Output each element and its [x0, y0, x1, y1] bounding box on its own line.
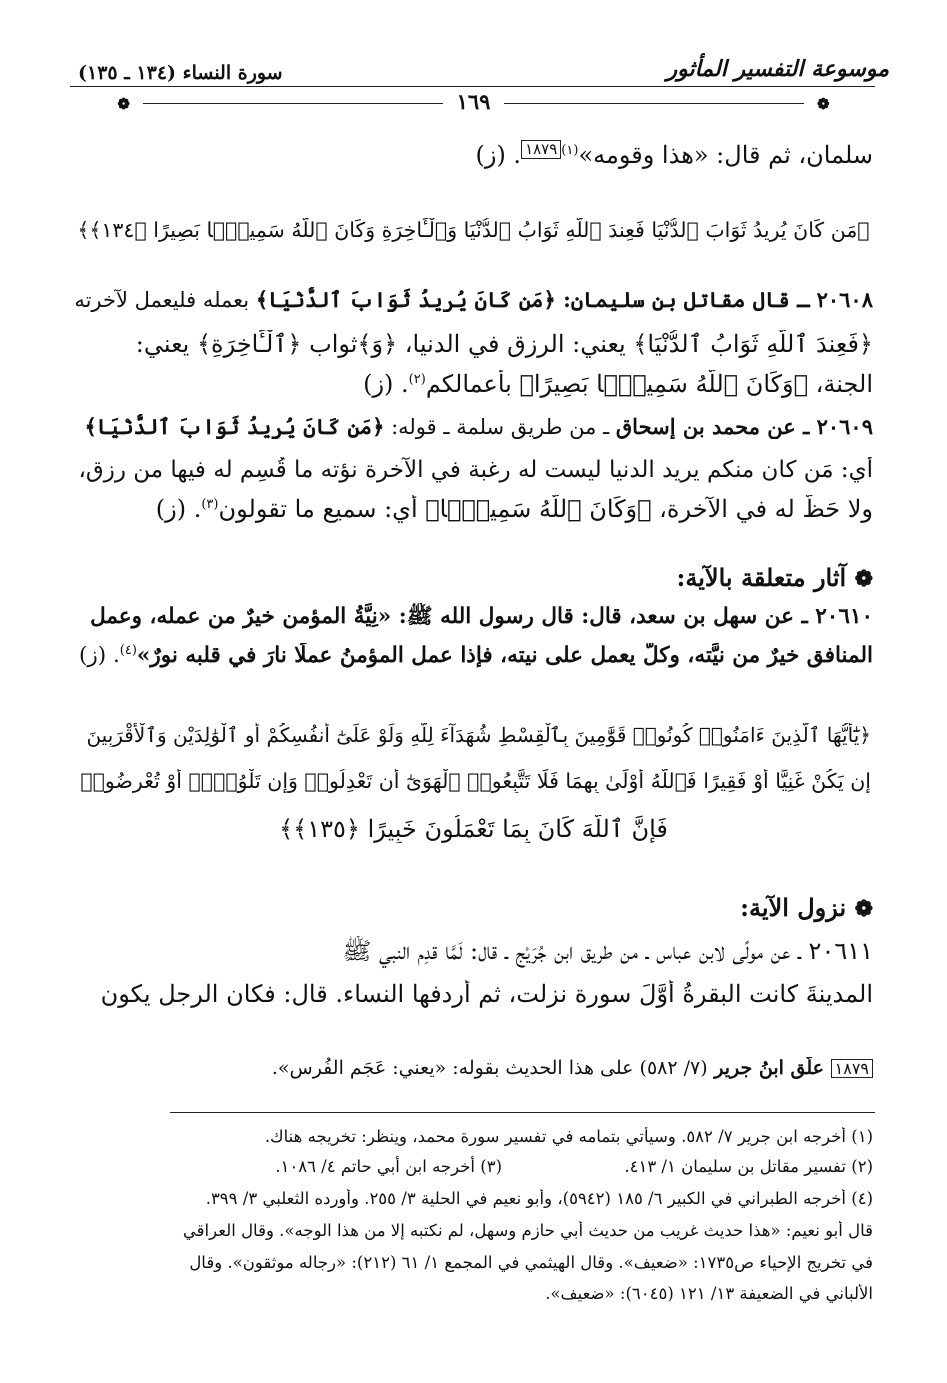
- footnote-ref: (١): [561, 143, 579, 158]
- editor-note: [74, 1057, 873, 1079]
- footnote-3: (٣) أخرجه ابن أبي حاتم ٤/ ١٠٨٦.: [275, 1157, 502, 1176]
- section-heading-athar: [677, 563, 873, 592]
- narration-text: الجنة، ﴿وَكَانَ ٱللَّهُ سَمِيعًۢا بَصِيرًا﴾ بأعمالكم: [425, 370, 873, 398]
- narration-text: بعمله فليعمل لآخرته: [74, 288, 256, 312]
- narration-20608-line1: [74, 287, 873, 312]
- narration-20610-line2: [74, 643, 873, 668]
- editor-ref-box: ١٨٧٩: [831, 1059, 873, 1078]
- header-rule-right: [504, 103, 804, 104]
- heading-text: نزول الآية:: [740, 893, 847, 922]
- narration-number: ٢٠٦١٠ ـ عن سهل بن سعد، قال: قال رسول الله ﷺ:: [391, 604, 873, 629]
- narration-tail: . (ز): [155, 495, 202, 523]
- flower-icon: ❁: [854, 896, 873, 922]
- footnote-4: (٤) أخرجه الطبراني في الكبير ٦/ ١٨٥ (٥٩٤٢)، وأبو نعيم في الحلية ٣/ ٢٥٥. وأورده الثعلبي ٣/ ٣٩٩.: [205, 1189, 873, 1208]
- narration-20608-line2: ﴿فَعِندَ ٱللَّهِ ثَوَابُ ٱلدُّنْيَا﴾ يعني: الرزق في الدنيا، ﴿وَ﴾ثواب ﴿ٱلْـَٔاخِرَةِ﴾ يعني:: [135, 330, 873, 358]
- footnote-2: (٢) تفسير مقاتل بن سليمان ١/ ٤١٣.: [624, 1157, 873, 1176]
- flower-icon: ❁: [854, 566, 873, 592]
- narration-tail: . (ز): [363, 370, 409, 398]
- narration-number: ٢٠٦٠٩ ـ عن محمد بن إسحاق: [615, 414, 873, 439]
- footnote-ref: (٣): [201, 497, 219, 512]
- footnote-separator: [170, 1112, 875, 1113]
- quran-verse-135-line2: إِن يَكُنْ غَنِيًّا أَوْ فَقِيرًا فَٱللَّهُ أَوْلَىٰ بِهِمَا فَلَا تَتَّبِعُوا۟ ٱلْهَوَىٰٓ أَن تَعْدِلُوا۟ وَإِن تَلْوُۥٓا۟ أَوْ تُعْرِضُوا۟: [80, 769, 871, 793]
- ornament-icon: ❁: [817, 95, 830, 113]
- verse-quote: ﴿مَن كَانَ يُرِيدُ ثَوَابَ ٱلدُّنْيَا﴾: [84, 414, 385, 439]
- narration-20611-line2: المدينةَ كانت البقرةُ أوَّلَ سورة نزلت، ثم أردفها النساء. قال: فكان الرجل يكون: [100, 980, 873, 1008]
- page-number-row: [0, 89, 947, 114]
- footnote-4-line2: قال أبو نعيم: «هذا حديث غريب من حديث أبي حازم وسهل، لم نكتبه إلا من هذا الوجه». وقال العراقي: [182, 1221, 873, 1240]
- footnote-4-line3: في تخريج الإحياء ص١٧٣٥: «ضعيف». وقال الهيثمي في المجمع ١/ ٦١ (٢١٢): «رجاله موثقون». وقال: [189, 1253, 873, 1272]
- verse-quote: ﴿مَن كَانَ يُرِيدُ ثَوَابَ ٱلدُّنْيَا﴾: [255, 287, 564, 312]
- narration-text: ولا حَظَّ له في الآخرة، ﴿وَكَانَ ٱللَّهُ سَمِيعًۢا﴾ أي: سميع ما تقولون: [218, 495, 873, 523]
- narration-number: ٢٠٦٠٨ ـ قال مقاتل بن سليمان:: [563, 287, 873, 312]
- narration-20611-line1: ٢٠٦١١ ـ عن مولًى لابن عباس ـ من طريق ابن جُرَيْج ـ قال: لَمَّا قدِم النبي ﷺ: [342, 937, 873, 965]
- header-surah-range: سورة النساء (١٣٤ ـ ١٣٥): [78, 62, 283, 84]
- editor-ref-box: ١٨٧٩: [521, 140, 561, 159]
- narration-text: ـ من طريق سلمة ـ قوله:: [384, 415, 616, 439]
- editor-note-bold: علَّق ابنُ جرير: [707, 1057, 831, 1079]
- header-book-title: موسوعة التفسير المأثور: [666, 56, 889, 82]
- quran-verse-135-line1: ﴿يَٰٓأَيُّهَا ٱلَّذِينَ ءَامَنُوا۟ كُونُوا۟ قَوَّٰمِينَ بِٱلْقِسْطِ شُهَدَآءَ لِلَّهِ وَلَوْ عَلَىٰٓ أَنفُسِكُمْ أَوِ ٱلْوَٰلِدَيْنِ وَٱلْأَقْرَبِينَ: [86, 723, 871, 747]
- quran-verse-134: ﴿مَن كَانَ يُرِيدُ ثَوَابَ ٱلدُّنْيَا فَعِندَ ٱللَّهِ ثَوَابُ ٱلدُّنْيَا وَٱلْـَٔاخِرَةِ وَكَانَ ٱللَّهُ سَمِيعًۢا بَصِيرًا ﴿١٣٤﴾﴾: [77, 218, 870, 242]
- footnote-4-line4: الألباني في الضعيفة ١٣/ ١٢١ (٦٠٤٥): «ضعيف».: [545, 1284, 873, 1303]
- intro-tail: . (ز): [475, 141, 522, 169]
- intro-text: سلمان، ثم قال: «هذا وقومه»: [578, 141, 873, 169]
- hadith-quote: «نِيَّةُ المؤمن خيرٌ من عمله، وعمل: [90, 604, 392, 629]
- intro-line: [74, 140, 873, 169]
- section-heading-nuzul: [740, 893, 873, 922]
- heading-text: آثار متعلقة بالآية:: [676, 563, 847, 592]
- footnote-1: (١) أخرجه ابن جرير ٧/ ٥٨٢. وسيأتي بتمامه في تفسير سورة محمد، وينظر: تخريجه هناك.: [264, 1127, 873, 1146]
- quran-verse-135-line3: فَإِنَّ ٱللَّهَ كَانَ بِمَا تَعْمَلُونَ خَبِيرًا ﴿١٣٥﴾﴾: [279, 815, 668, 843]
- hadith-quote: المنافق خيرٌ من نيَّته، وكلٌّ يعمل على نيته، فإذا عمل المؤمنُ عملًا نارَ في قلبه نورٌ»: [136, 643, 873, 669]
- narration-tail: . (ز): [78, 643, 120, 669]
- header-rule-left: [143, 103, 443, 104]
- narration-20609-line3: [74, 495, 873, 523]
- narration-20610-line1: [74, 603, 873, 634]
- editor-note-text: (٧/ ٥٨٢) على هذا الحديث بقوله: «يعني: عَجَم الفُرس».: [271, 1057, 708, 1079]
- footnote-ref: (٢): [408, 372, 426, 387]
- page-number: ١٦٩: [456, 89, 491, 114]
- narration-20609-line1: [74, 414, 873, 439]
- narration-20608-line3: [74, 370, 873, 398]
- ornament-icon: ❁: [117, 95, 130, 113]
- narration-20609-line2: أي: مَن كان منكم يريد الدنيا ليست له رغبة في الآخرة نؤته ما قُسِم له فيها من رزق،: [78, 457, 873, 483]
- footnote-ref: (٤): [119, 643, 137, 658]
- header-rule-top: [70, 86, 875, 87]
